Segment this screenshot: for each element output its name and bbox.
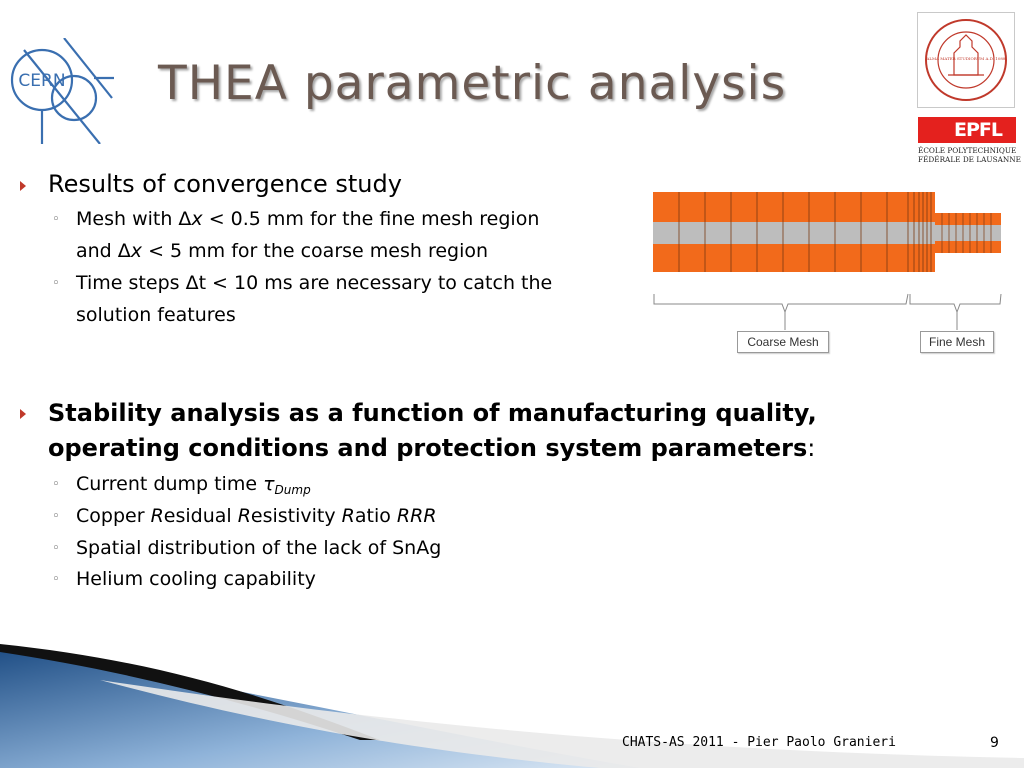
text: < 5 mm for the coarse mesh region <box>142 240 489 262</box>
seal-text: ALMA MATER STUDIORUM A.D. 1088 <box>926 56 1006 61</box>
sub-bullet-icon: ◦ <box>52 276 60 291</box>
text: R <box>150 505 164 527</box>
text: atio <box>354 505 397 527</box>
text: RRR <box>396 505 437 527</box>
fine-mesh-label: Fine Mesh <box>920 331 994 353</box>
text: esistivity <box>250 505 342 527</box>
coarse-mesh-block <box>653 192 935 272</box>
sub-bullet-icon: ◦ <box>52 212 60 227</box>
sub-bullet-icon: ◦ <box>52 572 60 587</box>
footer-text: CHATS-AS 2011 - Pier Paolo Granieri <box>622 735 896 750</box>
time-steps-line-1: Time steps Δt < 10 ms are necessary to catch the <box>76 272 553 294</box>
sub-bullet-icon: ◦ <box>52 541 60 556</box>
section2-heading-line-2 <box>48 434 815 462</box>
text: Current dump time <box>76 473 264 495</box>
fine-brace <box>910 294 1001 312</box>
mesh-line-1 <box>76 208 539 230</box>
var: x <box>130 240 143 262</box>
bullet-arrow-icon <box>20 409 26 419</box>
cern-logo <box>4 38 116 144</box>
epfl-subtitle-2: FÉDÉRALE DE LAUSANNE <box>918 155 1021 164</box>
time-steps-line-2: solution features <box>76 304 236 326</box>
university-of-bologna-seal <box>917 12 1015 108</box>
dump-time-item <box>76 473 311 497</box>
mesh-line-2 <box>76 240 488 262</box>
text: R <box>341 505 355 527</box>
text: < 0.5 mm for the fine mesh region <box>202 208 540 230</box>
text: Mesh with Δ <box>76 208 192 230</box>
sub-bullet-icon: ◦ <box>52 477 60 492</box>
coarse-mesh-label: Coarse Mesh <box>737 331 829 353</box>
page-number: 9 <box>990 735 999 751</box>
section2-heading-line-1: Stability analysis as a function of manufacturing quality, <box>48 399 817 427</box>
text: R <box>237 505 251 527</box>
sub-bullet-icon: ◦ <box>52 509 60 524</box>
var: x <box>191 208 203 230</box>
epfl-subtitle-1: ÉCOLE POLYTECHNIQUE <box>918 146 1017 155</box>
colon: : <box>807 434 816 462</box>
subscript: Dump <box>274 483 311 497</box>
cern-logo-text: CERN <box>18 71 66 91</box>
text: Copper <box>76 505 151 527</box>
helium-cooling-item: Helium cooling capability <box>76 568 316 590</box>
coarse-brace <box>654 294 908 312</box>
section1-heading: Results of convergence study <box>48 170 402 198</box>
slide-title: THEA parametric analysis <box>158 56 787 111</box>
rrr-item <box>76 505 437 527</box>
text: and Δ <box>76 240 131 262</box>
tau-symbol: τ <box>263 473 275 495</box>
spatial-distribution-item: Spatial distribution of the lack of SnAg <box>76 537 442 559</box>
bullet-arrow-icon <box>20 181 26 191</box>
epfl-wordmark: EPFL <box>954 119 1002 141</box>
epfl-logo <box>918 117 1021 165</box>
text: esidual <box>163 505 238 527</box>
text: operating conditions and protection system parameters <box>48 434 808 462</box>
